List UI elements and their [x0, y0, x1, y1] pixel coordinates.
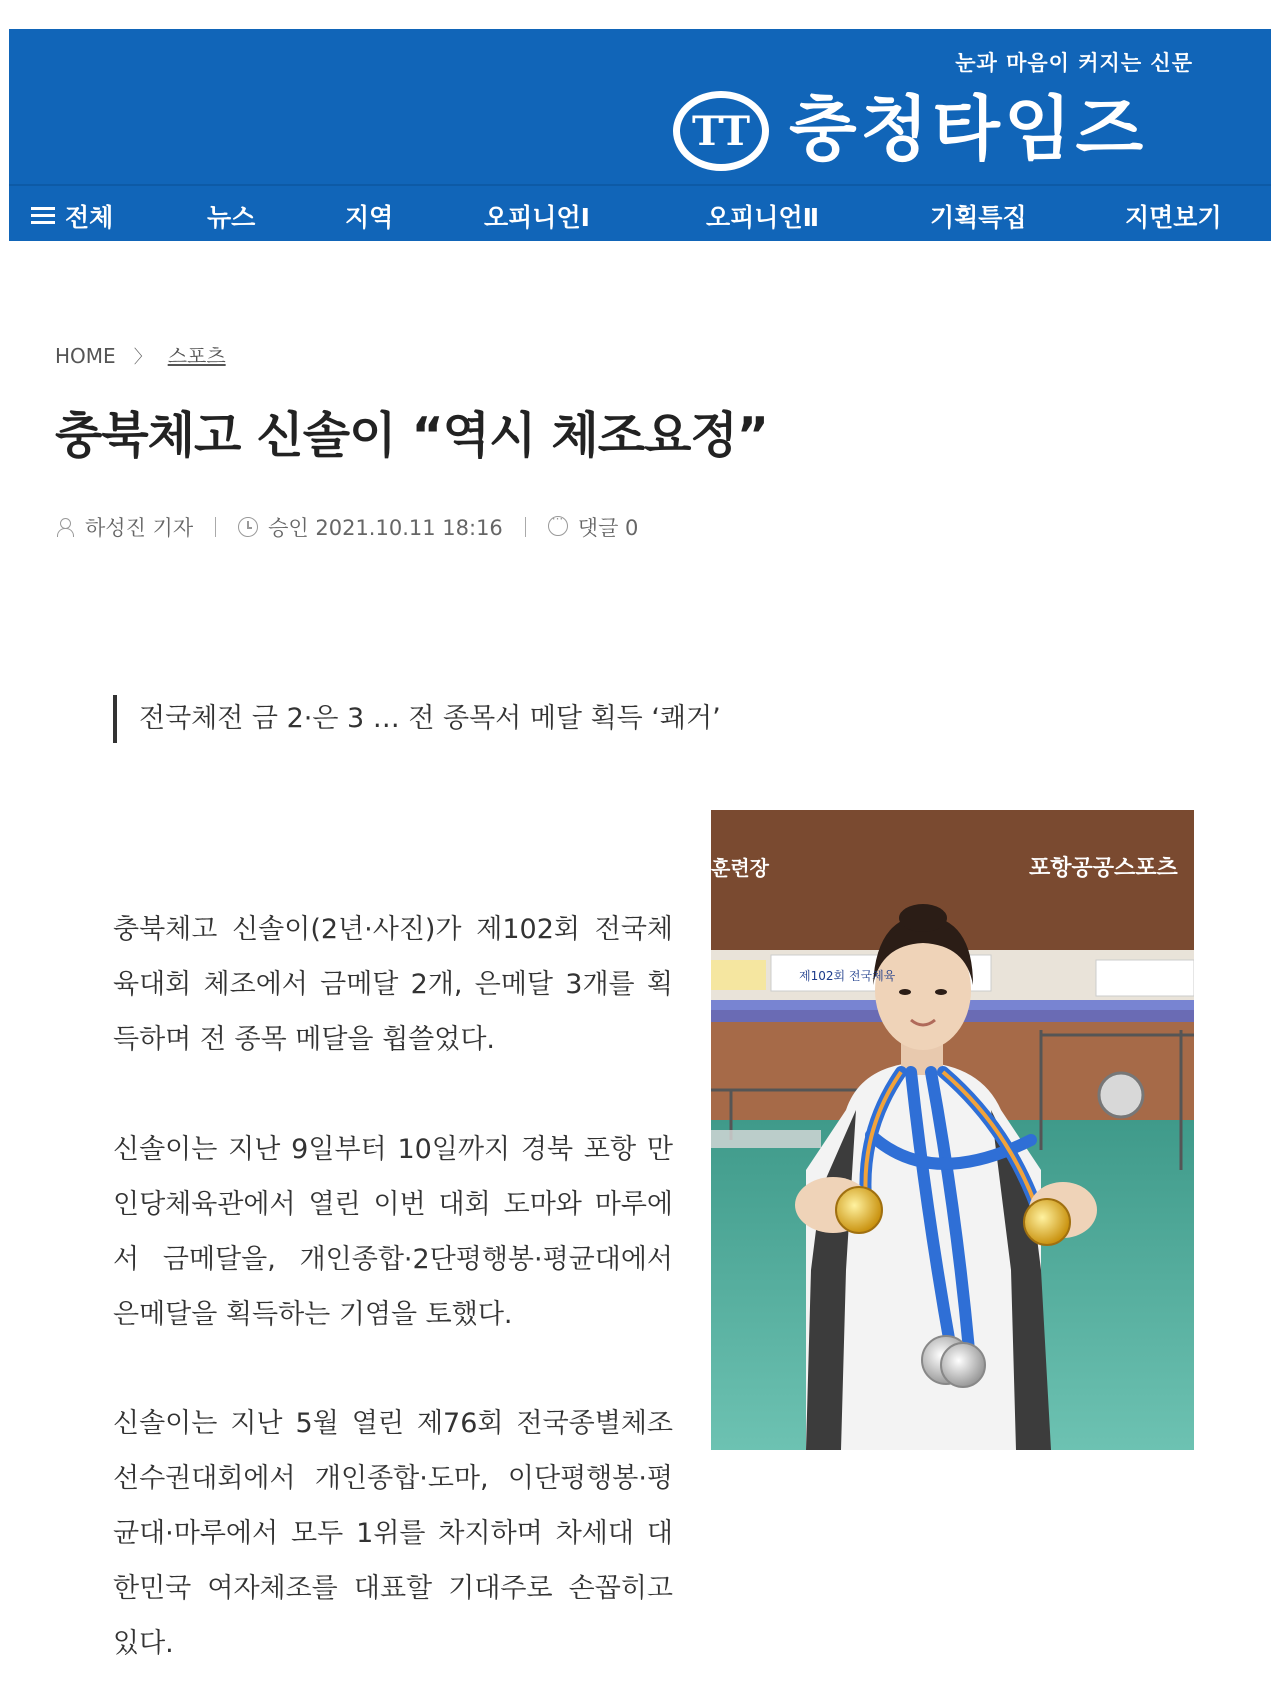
brand-name: 충청타임즈: [789, 88, 1148, 170]
article-paragraph: 신솔이는 지난 5월 열린 제76회 전국종별체조선수권대회에서 개인종합·도마, 이단평행봉·평균대·마루에서 모두 1위를 차지하며 차세대 대한민국 여자체조를 대표할 기대주로 손꼽히고 있다.: [113, 1408, 673, 1659]
article-subtitle: 전국체전 금 2·은 3 … 전 종목서 메달 획득 ‘쾌거’: [113, 695, 721, 743]
photo-sign-right: 포항공공스포츠: [1029, 856, 1178, 881]
site-logo[interactable]: [673, 47, 1193, 177]
article-author[interactable]: 하성진 기자: [85, 516, 194, 540]
nav-item-news[interactable]: 뉴스: [207, 203, 256, 232]
article-paragraph: 충북체고 신솔이(2년·사진)가 제102회 전국체육대회 체조에서 금메달 2개, 은메달 3개를 획득하며 전 종목 메달을 휩쓸었다.: [113, 914, 673, 1055]
photo-sign-left: 훈련장: [711, 856, 769, 880]
nav-item-paper[interactable]: 지면보기: [1125, 203, 1222, 232]
main-nav: [9, 184, 1271, 241]
breadcrumb-home[interactable]: HOME: [55, 344, 116, 368]
user-icon: [55, 517, 75, 537]
nav-item-special[interactable]: 기획특집: [930, 203, 1027, 232]
chevron-right-icon: 〉: [133, 347, 152, 368]
nav-item-region[interactable]: 지역: [345, 203, 394, 232]
photo-banner-text: 제102회 전국체육: [799, 969, 896, 983]
article-paragraph: 신솔이는 지난 9일부터 10일까지 경북 포항 만인당체육관에서 열린 이번 대회 도마와 마루에서 금메달을, 개인종합·2단평행봉·평균대에서 은메달을 획득하는 기염을 토했다.: [113, 1134, 673, 1330]
divider: [525, 517, 526, 537]
breadcrumb: [55, 340, 226, 369]
breadcrumb-category[interactable]: 스포츠: [167, 344, 226, 368]
menu-icon: [31, 207, 55, 225]
article-approved-time: 승인 2021.10.11 18:16: [268, 516, 503, 540]
nav-item-opinion-1[interactable]: 오피니언Ⅰ: [484, 203, 590, 232]
article-title: 충북체고 신솔이 “역시 체조요정”: [55, 407, 768, 464]
article-comments[interactable]: 댓글 0: [577, 516, 639, 540]
logo-mark-icon: TT: [673, 91, 769, 171]
divider: [215, 517, 216, 537]
nav-label: 전체: [65, 203, 114, 232]
article-meta: [55, 512, 638, 542]
site-slogan: 눈과 마음이 커지는 신문: [955, 51, 1193, 75]
nav-item-opinion-2[interactable]: 오피니언Ⅱ: [706, 203, 820, 232]
article-photo[interactable]: [711, 810, 1194, 1450]
comment-icon: [548, 516, 568, 536]
site-header: [9, 29, 1271, 241]
nav-item-all[interactable]: [31, 198, 113, 234]
clock-icon: [238, 517, 258, 537]
